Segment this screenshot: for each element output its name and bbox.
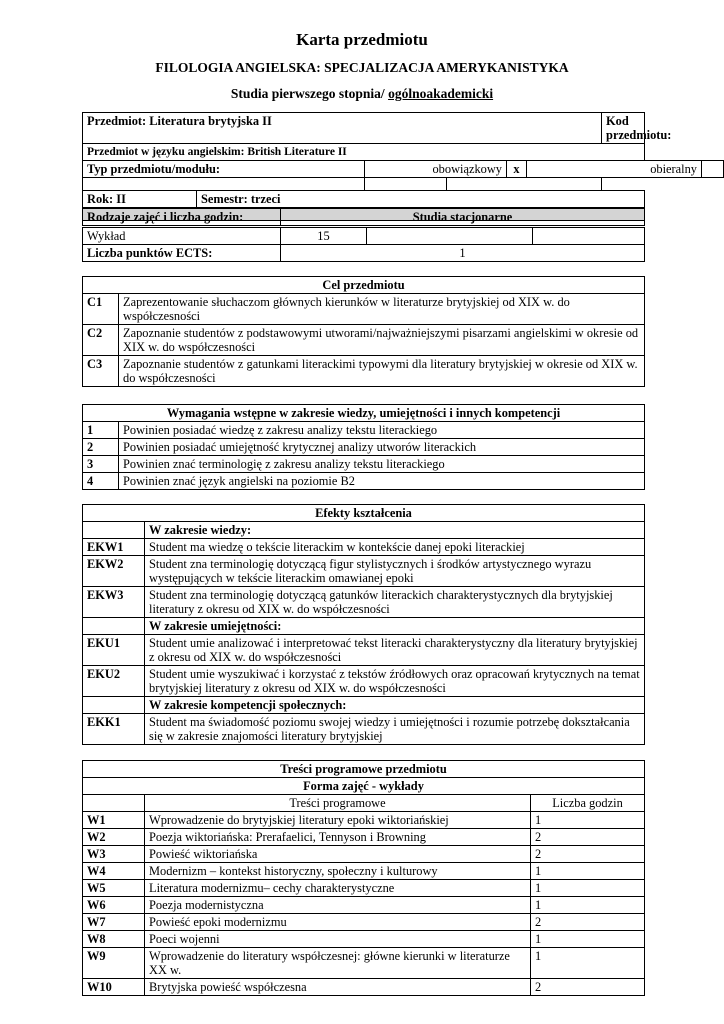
table-row: [83, 587, 645, 618]
content-text: Modernizm – kontekst historyczny, społeczny i kulturowy: [145, 863, 531, 880]
col-hours-header: Liczba godzin: [531, 795, 645, 812]
table-row: [83, 697, 645, 714]
table-row: [83, 761, 645, 778]
content-text: Powieść epoki modernizmu: [145, 914, 531, 931]
content-text: Poezja wiktoriańska: Prerafaelici, Tennyson i Browning: [145, 829, 531, 846]
prereq-code: 3: [83, 456, 119, 473]
table-row: [83, 778, 645, 795]
page-title: Karta przedmiotu: [296, 30, 428, 49]
outcome-code: EKK1: [83, 714, 145, 745]
content-code: W2: [83, 829, 145, 846]
table-row: [83, 227, 645, 245]
content-text: Brytyjska powieść współczesna: [145, 979, 531, 996]
ects-label: Liczba punktów ECTS:: [83, 245, 281, 262]
subject-name: Przedmiot: Literatura brytyjska II: [83, 113, 602, 144]
table-row: [83, 161, 724, 178]
outcome-text: Student zna terminologię dotyczącą figur stylistycznych i środków artystycznego wyrazu występujących w tekście literackim omawianej epoki: [145, 556, 645, 587]
content-code: W3: [83, 846, 145, 863]
lecture-hours: 15: [281, 227, 367, 245]
content-code: W5: [83, 880, 145, 897]
table-row: [83, 880, 645, 897]
classes-table: [82, 208, 645, 262]
outcome-code: EKU2: [83, 666, 145, 697]
table-row: [83, 505, 645, 522]
outcome-code: EKW3: [83, 587, 145, 618]
table-row: [83, 522, 645, 539]
content-hours: 2: [531, 979, 645, 996]
type-label-cell: [83, 161, 365, 178]
outcomes-title: Efekty kształcenia: [83, 505, 645, 522]
elective-option: obieralny: [527, 161, 702, 178]
prereq-code: 2: [83, 439, 119, 456]
goal-code: C2: [83, 325, 119, 356]
table-row: [83, 405, 645, 422]
studies-mode: Studia stacjonarne: [281, 209, 645, 227]
outcome-code: EKW1: [83, 539, 145, 556]
table-row: [83, 191, 645, 208]
table-row: [83, 422, 645, 439]
goal-code: C1: [83, 294, 119, 325]
col-content-header: Treści programowe: [145, 795, 531, 812]
type-table: [82, 160, 724, 178]
content-hours: 1: [531, 948, 645, 979]
table-row: [83, 556, 645, 587]
content-text: Poeci wojenni: [145, 931, 531, 948]
social-heading: W zakresie kompetencji społecznych:: [145, 697, 645, 714]
outcome-code: EKW2: [83, 556, 145, 587]
table-row: [83, 714, 645, 745]
year: Rok: II: [83, 191, 197, 208]
content-table: [82, 760, 645, 996]
content-form: Forma zajęć - wykłady: [83, 778, 645, 795]
lecture-label: Wykład: [83, 227, 281, 245]
type-label-text: Typ przedmiotu/modułu:: [87, 162, 220, 176]
content-text: Powieść wiktoriańska: [145, 846, 531, 863]
content-hours: 1: [531, 812, 645, 829]
table-row: [83, 456, 645, 473]
content-code: W7: [83, 914, 145, 931]
content-hours: 1: [531, 863, 645, 880]
content-hours: 1: [531, 880, 645, 897]
table-row: [83, 846, 645, 863]
subject-code-label: Kod przedmiotu:: [602, 113, 645, 144]
content-code: W9: [83, 948, 145, 979]
elective-mark-cell: [702, 161, 724, 178]
table-row: [83, 209, 645, 227]
table-row: [83, 863, 645, 880]
ects-value: 1: [281, 245, 645, 262]
content-code: W10: [83, 979, 145, 996]
table-row: [83, 948, 645, 979]
table-row: [83, 931, 645, 948]
table-row: [83, 618, 645, 635]
table-row: [83, 897, 645, 914]
obligatory-cell: obowiązkowy: [365, 161, 507, 178]
table-row: [83, 113, 645, 144]
outcome-text: Student umie wyszukiwać i korzystać z tekstów źródłowych oraz opracowań krytycznych na temat brytyjskiej literatury z okresu od XIX w. do współczesności: [145, 666, 645, 697]
table-row: [83, 245, 645, 262]
table-row: [83, 539, 645, 556]
table-row: [83, 356, 645, 387]
table-row: [83, 325, 645, 356]
outcomes-table: [82, 504, 645, 745]
prereq-title: Wymagania wstępne w zakresie wiedzy, umiejętności i innych kompetencji: [83, 405, 645, 422]
content-code: W8: [83, 931, 145, 948]
content-text: Poezja modernistyczna: [145, 897, 531, 914]
goal-text: Zapoznanie studentów z podstawowymi utworami/najważniejszymi pisarzami angielskimi w okresie od XIX w. do współczesności: [119, 325, 645, 356]
content-code: W6: [83, 897, 145, 914]
goals-table: [82, 276, 645, 387]
content-text: Wprowadzenie do brytyjskiej literatury epoki wiktoriańskiej: [145, 812, 531, 829]
empty-cell: [367, 227, 533, 245]
outcome-code: EKU1: [83, 635, 145, 666]
outcome-text: Student zna terminologię dotyczącą gatunków literackich charakterystycznych dla brytyjskiej literatury z okresu od XIX w. do współczesności: [145, 587, 645, 618]
content-text: Wprowadzenie do literatury współczesnej: główne kierunki w literaturze XX w.: [145, 948, 531, 979]
content-hours: 1: [531, 931, 645, 948]
content-hours: 2: [531, 914, 645, 931]
prereq-code: 4: [83, 473, 119, 490]
table-row: [83, 914, 645, 931]
classes-label: Rodzaje zajęć i liczba godzin:: [83, 209, 281, 227]
semester: Semestr: trzeci: [197, 191, 645, 208]
table-row: [83, 277, 645, 294]
table-row: [83, 294, 645, 325]
outcome-text: Student umie analizować i interpretować tekst literacki charakterystyczny dla literatury brytyjskiej z okresu od XIX w. do współczesności: [145, 635, 645, 666]
goal-text: Zapoznanie studentów z gatunkami literackimi typowymi dla literatury brytyjskiej w okresie od XIX w. do współczesności: [119, 356, 645, 387]
outcome-text: Student ma wiedzę o tekście literackim w kontekście danej epoki literackiej: [145, 539, 645, 556]
table-row: [83, 144, 645, 161]
study-profile: ogólnoakademicki: [388, 86, 494, 101]
table-row: [83, 439, 645, 456]
table-row: [83, 635, 645, 666]
table-row: [83, 473, 645, 490]
subject-name-en: Przedmiot w języku angielskim: British Literature II: [83, 144, 645, 161]
goal-code: C3: [83, 356, 119, 387]
prereq-text: Powinien posiadać umiejętność krytycznej analizy utworów literackich: [119, 439, 645, 456]
content-text: Literatura modernizmu– cechy charakterystyczne: [145, 880, 531, 897]
content-code: W4: [83, 863, 145, 880]
obligatory-mark-cell: x: [507, 161, 527, 178]
empty-cell: [533, 227, 645, 245]
program-title: FILOLOGIA ANGIELSKA: SPECJALIZACJA AMERYKANISTYKA: [155, 60, 569, 75]
content-hours: 2: [531, 846, 645, 863]
study-level: [0, 86, 724, 102]
study-level-prefix: Studia pierwszego stopnia/: [230, 86, 389, 101]
goal-text: Zaprezentowanie słuchaczom głównych kierunków w literaturze brytyjskiej od XIX w. do współczesności: [119, 294, 645, 325]
prereq-code: 1: [83, 422, 119, 439]
table-row: [83, 829, 645, 846]
outcome-text: Student ma świadomość poziomu swojej wiedzy i umiejętności i rozumie potrzebę dokształcania się w zakresie znajomości literatury brytyjskiej: [145, 714, 645, 745]
content-code: W1: [83, 812, 145, 829]
prereq-table: [82, 404, 645, 490]
knowledge-heading: W zakresie wiedzy:: [145, 522, 645, 539]
prereq-text: Powinien posiadać wiedzę z zakresu analizy tekstu literackiego: [119, 422, 645, 439]
table-row: [83, 979, 645, 996]
content-title: Treści programowe przedmiotu: [83, 761, 645, 778]
table-row: [83, 666, 645, 697]
content-hours: 1: [531, 897, 645, 914]
prereq-text: Powinien znać terminologię z zakresu analizy tekstu literackiego: [119, 456, 645, 473]
table-row: [83, 795, 645, 812]
table-row: [83, 812, 645, 829]
skills-heading: W zakresie umiejętności:: [145, 618, 645, 635]
goals-title: Cel przedmiotu: [83, 277, 645, 294]
prereq-text: Powinien znać język angielski na poziomie B2: [119, 473, 645, 490]
content-hours: 2: [531, 829, 645, 846]
